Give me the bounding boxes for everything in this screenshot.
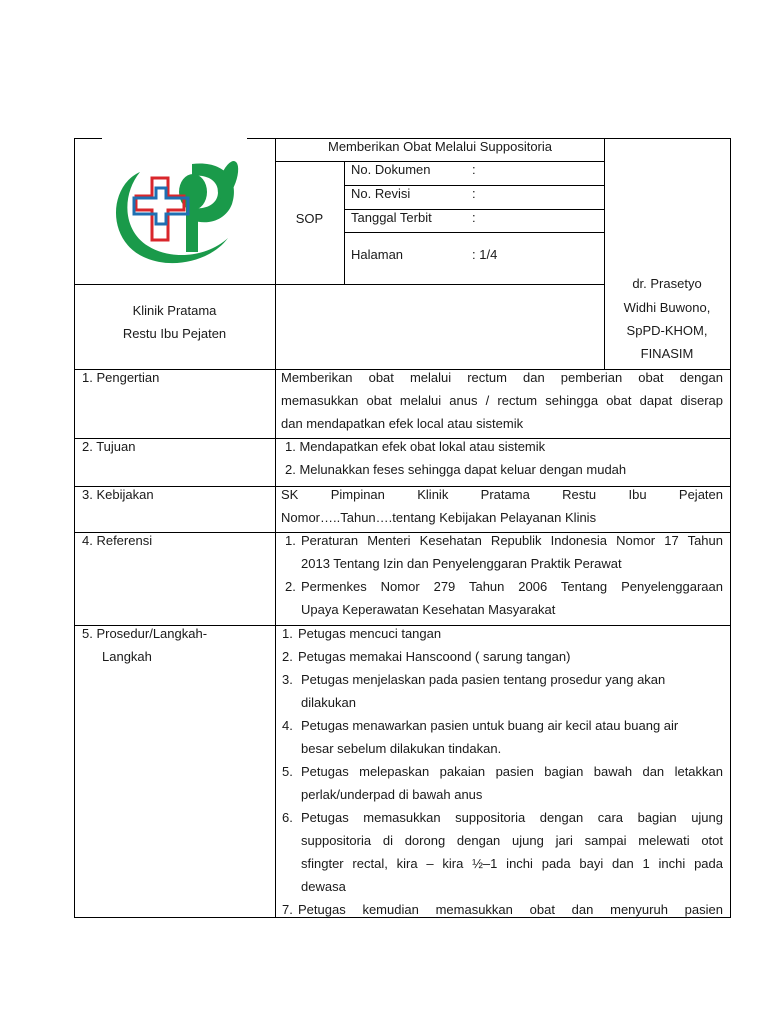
document-title: Memberikan Obat Melalui Suppositoria xyxy=(328,139,552,154)
text-line: memasukkan obat melalui anus / rectum sehingga obat dapat diserap xyxy=(281,393,723,408)
signatory-line: SpPD-KHOM, xyxy=(626,323,708,338)
signatory-line: Widhi Buwono, xyxy=(623,300,711,315)
meta-value-no-revisi: : xyxy=(472,186,476,201)
meta-label-no-dokumen: No. Dokumen xyxy=(351,162,431,177)
meta-label-no-revisi: No. Revisi xyxy=(351,186,411,201)
signatory-line: dr. Prasetyo xyxy=(632,276,702,291)
text-line: Nomor…..Tahun….tentang Kebijakan Pelayanan Klinis xyxy=(281,510,597,525)
list-number: 1. xyxy=(282,626,293,641)
list-item: 2. Melunakkan feses sehingga dapat keluar dengan mudah xyxy=(285,462,627,477)
list-item: Petugas menawarkan pasien untuk buang air kecil atau buang air xyxy=(301,718,679,733)
list-item: suppositoria di dorong dengan ujung jari sampai melewati otot xyxy=(301,833,723,848)
text-line: Memberikan obat melalui rectum dan pemberian obat dengan xyxy=(281,370,723,385)
list-item: dewasa xyxy=(301,879,346,894)
list-item: 1. Mendapatkan efek obat lokal atau sistemik xyxy=(285,439,546,454)
list-number: 4. xyxy=(282,718,293,733)
section-label-prosedur-cont: Langkah xyxy=(102,649,152,664)
meta-label-tanggal-terbit: Tanggal Terbit xyxy=(351,210,432,225)
meta-value-no-dokumen: : xyxy=(472,162,476,177)
list-item: Permenkes Nomor 279 Tahun 2006 Tentang Penyelenggaraan xyxy=(301,579,723,594)
list-item: perlak/underpad di bawah anus xyxy=(301,787,483,802)
section-label-pengertian: 1. Pengertian xyxy=(82,370,160,385)
list-number: 2. xyxy=(285,579,296,594)
clinic-name-line2: Restu Ibu Pejaten xyxy=(122,326,227,341)
list-item: Petugas menjelaskan pada pasien tentang prosedur yang akan xyxy=(301,672,666,687)
list-item: dilakukan xyxy=(301,695,356,710)
list-item: besar sebelum dilakukan tindakan. xyxy=(301,741,502,756)
list-item: Petugas kemudian memasukkan obat dan menyuruh pasien xyxy=(298,902,723,917)
list-item: Upaya Keperawatan Kesehatan Masyarakat xyxy=(301,602,556,617)
meta-value-tanggal-terbit: : xyxy=(472,210,476,225)
section-label-kebijakan: 3. Kebijakan xyxy=(82,487,154,502)
meta-value-halaman: : 1/4 xyxy=(472,247,498,262)
clinic-name-line1: Klinik Pratama xyxy=(132,303,217,318)
list-number: 1. xyxy=(285,533,296,548)
meta-label-halaman: Halaman xyxy=(351,247,404,262)
list-number: 5. xyxy=(282,764,293,779)
section-label-tujuan: 2. Tujuan xyxy=(82,439,136,454)
clinic-logo xyxy=(100,140,248,272)
list-item: Petugas mencuci tangan xyxy=(298,626,442,641)
list-item: Peraturan Menteri Kesehatan Republik Indonesia Nomor 17 Tahun xyxy=(301,533,723,548)
list-item: Petugas melepaskan pakaian pasien bagian bawah dan letakkan xyxy=(301,764,723,779)
section-label-prosedur: 5. Prosedur/Langkah- xyxy=(82,626,208,641)
list-item: 2013 Tentang Izin dan Penyelenggaran Praktik Perawat xyxy=(301,556,622,571)
list-number: 3. xyxy=(282,672,293,687)
text-line: dan mendapatkan efek local atau sistemik xyxy=(281,416,524,431)
list-number: 2. xyxy=(282,649,293,664)
signatory-line: FINASIM xyxy=(640,346,694,361)
sop-label: SOP xyxy=(295,211,324,226)
list-item: Petugas memasukkan suppositoria dengan cara bagian ujung xyxy=(301,810,723,825)
list-item: Petugas memakai Hanscoond ( sarung tangan) xyxy=(298,649,571,664)
list-number: 7. xyxy=(282,902,293,917)
list-number: 6. xyxy=(282,810,293,825)
text-line: SK Pimpinan Klinik Pratama Restu Ibu Pejaten xyxy=(281,487,723,502)
section-label-referensi: 4. Referensi xyxy=(82,533,153,548)
list-item: sfingter rectal, kira – kira ½–1 inchi pada bayi dan 1 inchi pada xyxy=(301,856,723,871)
